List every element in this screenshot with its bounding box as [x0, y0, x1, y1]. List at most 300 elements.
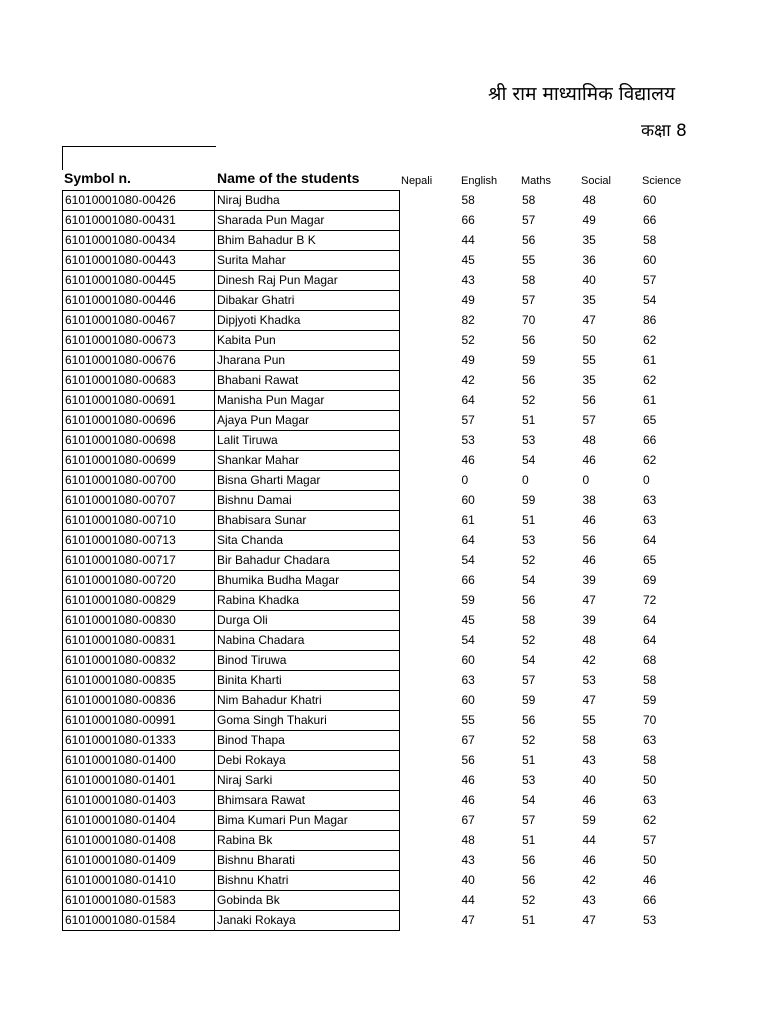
science-mark-cell: 68 [643, 653, 657, 667]
table-row [63, 291, 702, 311]
symbol-number-cell: 61010001080-00836 [63, 691, 215, 711]
science-mark-cell: 66 [643, 433, 657, 447]
science-mark-cell: 53 [643, 913, 657, 927]
science-mark-cell: 0 [643, 473, 650, 487]
student-name-cell: Rabina Bk [215, 831, 400, 851]
science-mark-cell: 65 [643, 553, 657, 567]
table-row [63, 711, 702, 731]
english-mark-cell: 42 [461, 373, 475, 387]
social-mark-cell: 42 [582, 653, 596, 667]
nepali-mark-cell [400, 471, 460, 491]
science-mark-cell: 61 [643, 393, 657, 407]
nepali-mark-cell [400, 631, 460, 651]
student-name-cell: Janaki Rokaya [215, 911, 400, 931]
science-mark-cell: 66 [643, 213, 657, 227]
english-mark-cell: 48 [461, 833, 475, 847]
symbol-number-cell: 61010001080-01409 [63, 851, 215, 871]
nepali-mark-cell [400, 831, 460, 851]
table-row [63, 491, 702, 511]
symbol-number-cell: 61010001080-00700 [63, 471, 215, 491]
maths-mark-cell: 54 [522, 653, 536, 667]
social-mark-cell: 46 [582, 853, 596, 867]
symbol-number-cell: 61010001080-00698 [63, 431, 215, 451]
social-mark-cell: 39 [582, 573, 596, 587]
nepali-mark-cell [400, 491, 460, 511]
symbol-number-cell: 61010001080-00717 [63, 551, 215, 571]
header-nepali: Nepali [401, 175, 433, 187]
symbol-number-cell: 61010001080-00707 [63, 491, 215, 511]
symbol-number-cell: 61010001080-00434 [63, 231, 215, 251]
maths-mark-cell: 56 [522, 873, 536, 887]
table-row [63, 651, 702, 671]
social-mark-cell: 48 [582, 633, 596, 647]
school-title: श्री राम माध्यामिक विद्यालय [488, 83, 676, 105]
social-mark-cell: 47 [582, 313, 596, 327]
english-mark-cell: 67 [461, 733, 475, 747]
science-mark-cell: 69 [643, 573, 657, 587]
symbol-number-cell: 61010001080-01333 [63, 731, 215, 751]
student-name-cell: Niraj Budha [215, 191, 400, 211]
social-mark-cell: 38 [582, 493, 596, 507]
table-row [63, 831, 702, 851]
table-row [63, 591, 702, 611]
nepali-mark-cell [400, 691, 460, 711]
student-name-cell: Bhabisara Sunar [215, 511, 400, 531]
english-mark-cell: 57 [461, 413, 475, 427]
nepali-mark-cell [400, 611, 460, 631]
symbol-number-cell: 61010001080-00683 [63, 371, 215, 391]
nepali-mark-cell [400, 191, 460, 211]
social-mark-cell: 46 [582, 453, 596, 467]
header-name: Name of the students [217, 170, 360, 186]
science-mark-cell: 70 [643, 713, 657, 727]
symbol-number-cell: 61010001080-00445 [63, 271, 215, 291]
maths-mark-cell: 52 [522, 633, 536, 647]
social-mark-cell: 35 [582, 293, 596, 307]
nepali-mark-cell [400, 731, 460, 751]
science-mark-cell: 63 [643, 793, 657, 807]
science-mark-cell: 57 [643, 833, 657, 847]
english-mark-cell: 43 [461, 273, 475, 287]
maths-mark-cell: 56 [522, 333, 536, 347]
social-mark-cell: 49 [582, 213, 596, 227]
nepali-mark-cell [400, 851, 460, 871]
table-row [63, 871, 702, 891]
science-mark-cell: 50 [643, 853, 657, 867]
social-mark-cell: 39 [582, 613, 596, 627]
table-row [63, 511, 702, 531]
table-row [63, 231, 702, 251]
student-name-cell: Dinesh Raj Pun Magar [215, 271, 400, 291]
english-mark-cell: 60 [461, 493, 475, 507]
social-mark-cell: 0 [582, 473, 590, 487]
science-mark-cell: 62 [643, 333, 657, 347]
english-mark-cell: 63 [461, 673, 475, 687]
symbol-number-cell: 61010001080-00835 [63, 671, 215, 691]
science-mark-cell: 66 [643, 893, 657, 907]
science-mark-cell: 86 [643, 313, 657, 327]
english-mark-cell: 40 [461, 873, 475, 887]
student-name-cell: Dipjyoti Khadka [215, 311, 400, 331]
science-mark-cell: 62 [643, 373, 657, 387]
symbol-number-cell: 61010001080-01583 [63, 891, 215, 911]
english-mark-cell: 67 [461, 813, 475, 827]
nepali-mark-cell [400, 871, 460, 891]
english-mark-cell: 46 [461, 773, 475, 787]
student-name-cell: Bhimsara Rawat [215, 791, 400, 811]
science-mark-cell: 63 [643, 733, 657, 747]
student-name-cell: Bhim Bahadur B K [215, 231, 400, 251]
table-row [63, 751, 702, 771]
symbol-number-cell: 61010001080-00699 [63, 451, 215, 471]
english-mark-cell: 60 [461, 693, 475, 707]
symbol-number-cell: 61010001080-00829 [63, 591, 215, 611]
student-name-cell: Surita Mahar [215, 251, 400, 271]
social-mark-cell: 40 [582, 773, 596, 787]
nepali-mark-cell [400, 891, 460, 911]
maths-mark-cell: 58 [522, 193, 536, 207]
table-row [63, 331, 702, 351]
table-row [63, 911, 702, 931]
header-science: Science [642, 175, 682, 187]
student-name-cell: Kabita Pun [215, 331, 400, 351]
maths-mark-cell: 59 [522, 493, 536, 507]
maths-mark-cell: 52 [522, 393, 536, 407]
maths-mark-cell: 56 [522, 713, 536, 727]
social-mark-cell: 40 [582, 273, 596, 287]
english-mark-cell: 44 [461, 233, 475, 247]
nepali-mark-cell [400, 711, 460, 731]
student-name-cell: Dibakar Ghatri [215, 291, 400, 311]
table-row [63, 631, 702, 651]
english-mark-cell: 64 [461, 393, 475, 407]
maths-mark-cell: 57 [522, 813, 536, 827]
header-english: English [461, 175, 498, 187]
social-mark-cell: 56 [582, 393, 596, 407]
science-mark-cell: 64 [643, 633, 657, 647]
english-mark-cell: 82 [461, 313, 475, 327]
table-row [63, 351, 702, 371]
header-border-left [62, 146, 63, 170]
maths-mark-cell: 57 [522, 293, 536, 307]
student-name-cell: Lalit Tiruwa [215, 431, 400, 451]
symbol-number-cell: 61010001080-01400 [63, 751, 215, 771]
table-row [63, 771, 702, 791]
symbol-number-cell: 61010001080-00830 [63, 611, 215, 631]
table-row [63, 371, 702, 391]
student-name-cell: Durga Oli [215, 611, 400, 631]
english-mark-cell: 52 [461, 333, 475, 347]
maths-mark-cell: 53 [522, 773, 536, 787]
maths-mark-cell: 52 [522, 893, 536, 907]
nepali-mark-cell [400, 651, 460, 671]
student-name-cell: Niraj Sarki [215, 771, 400, 791]
student-name-cell: Bishnu Damai [215, 491, 400, 511]
english-mark-cell: 53 [461, 433, 475, 447]
social-mark-cell: 36 [582, 253, 596, 267]
social-mark-cell: 56 [582, 533, 596, 547]
class-label: कक्षा 8 [641, 121, 687, 141]
table-row [63, 411, 702, 431]
student-name-cell: Bisna Gharti Magar [215, 471, 400, 491]
maths-mark-cell: 54 [522, 453, 536, 467]
science-mark-cell: 54 [643, 293, 657, 307]
science-mark-cell: 63 [643, 513, 657, 527]
science-mark-cell: 60 [643, 193, 657, 207]
symbol-number-cell: 61010001080-00720 [63, 571, 215, 591]
student-name-cell: Gobinda Bk [215, 891, 400, 911]
maths-mark-cell: 56 [522, 853, 536, 867]
table-row [63, 851, 702, 871]
student-name-cell: Sharada Pun Magar [215, 211, 400, 231]
science-mark-cell: 58 [643, 233, 657, 247]
maths-mark-cell: 56 [522, 593, 536, 607]
symbol-number-cell: 61010001080-00713 [63, 531, 215, 551]
header-symbol: Symbol n. [64, 170, 131, 186]
nepali-mark-cell [400, 391, 460, 411]
social-mark-cell: 55 [582, 353, 596, 367]
maths-mark-cell: 51 [522, 913, 536, 927]
table-row [63, 191, 702, 211]
nepali-mark-cell [400, 591, 460, 611]
social-mark-cell: 35 [582, 373, 596, 387]
nepali-mark-cell [400, 231, 460, 251]
social-mark-cell: 53 [582, 673, 596, 687]
maths-mark-cell: 57 [522, 673, 536, 687]
social-mark-cell: 57 [582, 413, 596, 427]
english-mark-cell: 46 [461, 453, 475, 467]
symbol-number-cell: 61010001080-00467 [63, 311, 215, 331]
maths-mark-cell: 59 [522, 693, 536, 707]
science-mark-cell: 59 [643, 693, 657, 707]
science-mark-cell: 72 [643, 593, 657, 607]
table-row [63, 391, 702, 411]
nepali-mark-cell [400, 531, 460, 551]
student-name-cell: Nabina Chadara [215, 631, 400, 651]
science-mark-cell: 60 [643, 253, 657, 267]
maths-mark-cell: 70 [522, 313, 536, 327]
maths-mark-cell: 58 [522, 273, 536, 287]
table-row [63, 811, 702, 831]
symbol-number-cell: 61010001080-00710 [63, 511, 215, 531]
header-social: Social [581, 175, 611, 187]
nepali-mark-cell [400, 911, 460, 931]
student-name-cell: Debi Rokaya [215, 751, 400, 771]
social-mark-cell: 43 [582, 753, 596, 767]
science-mark-cell: 50 [643, 773, 657, 787]
symbol-number-cell: 61010001080-01401 [63, 771, 215, 791]
science-mark-cell: 46 [643, 873, 657, 887]
maths-mark-cell: 56 [522, 373, 536, 387]
student-name-cell: Binita Kharti [215, 671, 400, 691]
nepali-mark-cell [400, 291, 460, 311]
science-mark-cell: 61 [643, 353, 657, 367]
nepali-mark-cell [400, 371, 460, 391]
nepali-mark-cell [400, 351, 460, 371]
table-row [63, 671, 702, 691]
maths-mark-cell: 57 [522, 213, 536, 227]
table-row [63, 271, 702, 291]
nepali-mark-cell [400, 791, 460, 811]
student-name-cell: Manisha Pun Magar [215, 391, 400, 411]
nepali-mark-cell [400, 411, 460, 431]
maths-mark-cell: 52 [522, 553, 536, 567]
english-mark-cell: 56 [461, 753, 475, 767]
social-mark-cell: 47 [582, 913, 596, 927]
english-mark-cell: 0 [461, 473, 469, 487]
nepali-mark-cell [400, 671, 460, 691]
symbol-number-cell: 61010001080-00446 [63, 291, 215, 311]
table-row [63, 451, 702, 471]
science-mark-cell: 64 [643, 613, 657, 627]
english-mark-cell: 55 [461, 713, 475, 727]
header-border-top [62, 146, 216, 147]
social-mark-cell: 48 [582, 433, 596, 447]
social-mark-cell: 42 [582, 873, 596, 887]
nepali-mark-cell [400, 311, 460, 331]
social-mark-cell: 47 [582, 693, 596, 707]
maths-mark-cell: 52 [522, 733, 536, 747]
english-mark-cell: 44 [461, 893, 475, 907]
maths-mark-cell: 58 [522, 613, 536, 627]
table-row [63, 691, 702, 711]
table-row [63, 891, 702, 911]
social-mark-cell: 44 [582, 833, 596, 847]
nepali-mark-cell [400, 751, 460, 771]
symbol-number-cell: 61010001080-01404 [63, 811, 215, 831]
nepali-mark-cell [400, 771, 460, 791]
table-row [63, 791, 702, 811]
symbol-number-cell: 61010001080-00443 [63, 251, 215, 271]
social-mark-cell: 55 [582, 713, 596, 727]
symbol-number-cell: 61010001080-00832 [63, 651, 215, 671]
science-mark-cell: 58 [643, 753, 657, 767]
english-mark-cell: 60 [461, 653, 475, 667]
nepali-mark-cell [400, 551, 460, 571]
symbol-number-cell: 61010001080-00676 [63, 351, 215, 371]
table-row [63, 311, 702, 331]
symbol-number-cell: 61010001080-01584 [63, 911, 215, 931]
student-name-cell: Bishnu Khatri [215, 871, 400, 891]
nepali-mark-cell [400, 331, 460, 351]
maths-mark-cell: 54 [522, 573, 536, 587]
social-mark-cell: 46 [582, 793, 596, 807]
english-mark-cell: 66 [461, 213, 475, 227]
nepali-mark-cell [400, 811, 460, 831]
english-mark-cell: 45 [461, 253, 475, 267]
symbol-number-cell: 61010001080-01408 [63, 831, 215, 851]
symbol-number-cell: 61010001080-00696 [63, 411, 215, 431]
social-mark-cell: 46 [582, 513, 596, 527]
student-name-cell: Jharana Pun [215, 351, 400, 371]
nepali-mark-cell [400, 271, 460, 291]
english-mark-cell: 64 [461, 533, 475, 547]
student-name-cell: Goma Singh Thakuri [215, 711, 400, 731]
english-mark-cell: 45 [461, 613, 475, 627]
science-mark-cell: 62 [643, 453, 657, 467]
maths-mark-cell: 51 [522, 413, 536, 427]
science-mark-cell: 65 [643, 413, 657, 427]
social-mark-cell: 47 [582, 593, 596, 607]
header-maths: Maths [521, 175, 551, 187]
science-mark-cell: 63 [643, 493, 657, 507]
symbol-number-cell: 61010001080-00426 [63, 191, 215, 211]
table-row [63, 571, 702, 591]
maths-mark-cell: 51 [522, 513, 536, 527]
english-mark-cell: 46 [461, 793, 475, 807]
english-mark-cell: 66 [461, 573, 475, 587]
science-mark-cell: 64 [643, 533, 657, 547]
science-mark-cell: 57 [643, 273, 657, 287]
table-row [63, 251, 702, 271]
maths-mark-cell: 51 [522, 833, 536, 847]
student-name-cell: Shankar Mahar [215, 451, 400, 471]
student-name-cell: Binod Thapa [215, 731, 400, 751]
social-mark-cell: 35 [582, 233, 596, 247]
student-name-cell: Bhabani Rawat [215, 371, 400, 391]
maths-mark-cell: 0 [522, 473, 529, 487]
symbol-number-cell: 61010001080-00831 [63, 631, 215, 651]
table-row [63, 431, 702, 451]
table-row [63, 471, 702, 491]
social-mark-cell: 59 [582, 813, 596, 827]
social-mark-cell: 58 [582, 733, 596, 747]
nepali-mark-cell [400, 251, 460, 271]
nepali-mark-cell [400, 571, 460, 591]
table-row [63, 611, 702, 631]
english-mark-cell: 47 [461, 913, 475, 927]
student-name-cell: Bishnu Bharati [215, 851, 400, 871]
english-mark-cell: 49 [461, 353, 475, 367]
student-name-cell: Bima Kumari Pun Magar [215, 811, 400, 831]
student-name-cell: Sita Chanda [215, 531, 400, 551]
maths-mark-cell: 53 [522, 433, 536, 447]
nepali-mark-cell [400, 211, 460, 231]
science-mark-cell: 58 [643, 673, 657, 687]
student-name-cell: Rabina Khadka [215, 591, 400, 611]
maths-mark-cell: 55 [522, 253, 536, 267]
maths-mark-cell: 51 [522, 753, 536, 767]
student-name-cell: Bhumika Budha Magar [215, 571, 400, 591]
symbol-number-cell: 61010001080-00991 [63, 711, 215, 731]
english-mark-cell: 58 [461, 193, 475, 207]
symbol-number-cell: 61010001080-00673 [63, 331, 215, 351]
table-row [63, 731, 702, 751]
english-mark-cell: 49 [461, 293, 475, 307]
maths-mark-cell: 54 [522, 793, 536, 807]
english-mark-cell: 54 [461, 553, 475, 567]
social-mark-cell: 50 [582, 333, 596, 347]
english-mark-cell: 54 [461, 633, 475, 647]
science-mark-cell: 62 [643, 813, 657, 827]
english-mark-cell: 59 [461, 593, 475, 607]
nepali-mark-cell [400, 431, 460, 451]
symbol-number-cell: 61010001080-00431 [63, 211, 215, 231]
maths-mark-cell: 56 [522, 233, 536, 247]
symbol-number-cell: 61010001080-01410 [63, 871, 215, 891]
maths-mark-cell: 59 [522, 353, 536, 367]
table-row [63, 211, 702, 231]
student-marks-table [62, 190, 702, 931]
maths-mark-cell: 53 [522, 533, 536, 547]
symbol-number-cell: 61010001080-00691 [63, 391, 215, 411]
nepali-mark-cell [400, 511, 460, 531]
student-name-cell: Bir Bahadur Chadara [215, 551, 400, 571]
social-mark-cell: 43 [582, 893, 596, 907]
symbol-number-cell: 61010001080-01403 [63, 791, 215, 811]
student-name-cell: Nim Bahadur Khatri [215, 691, 400, 711]
table-row [63, 531, 702, 551]
